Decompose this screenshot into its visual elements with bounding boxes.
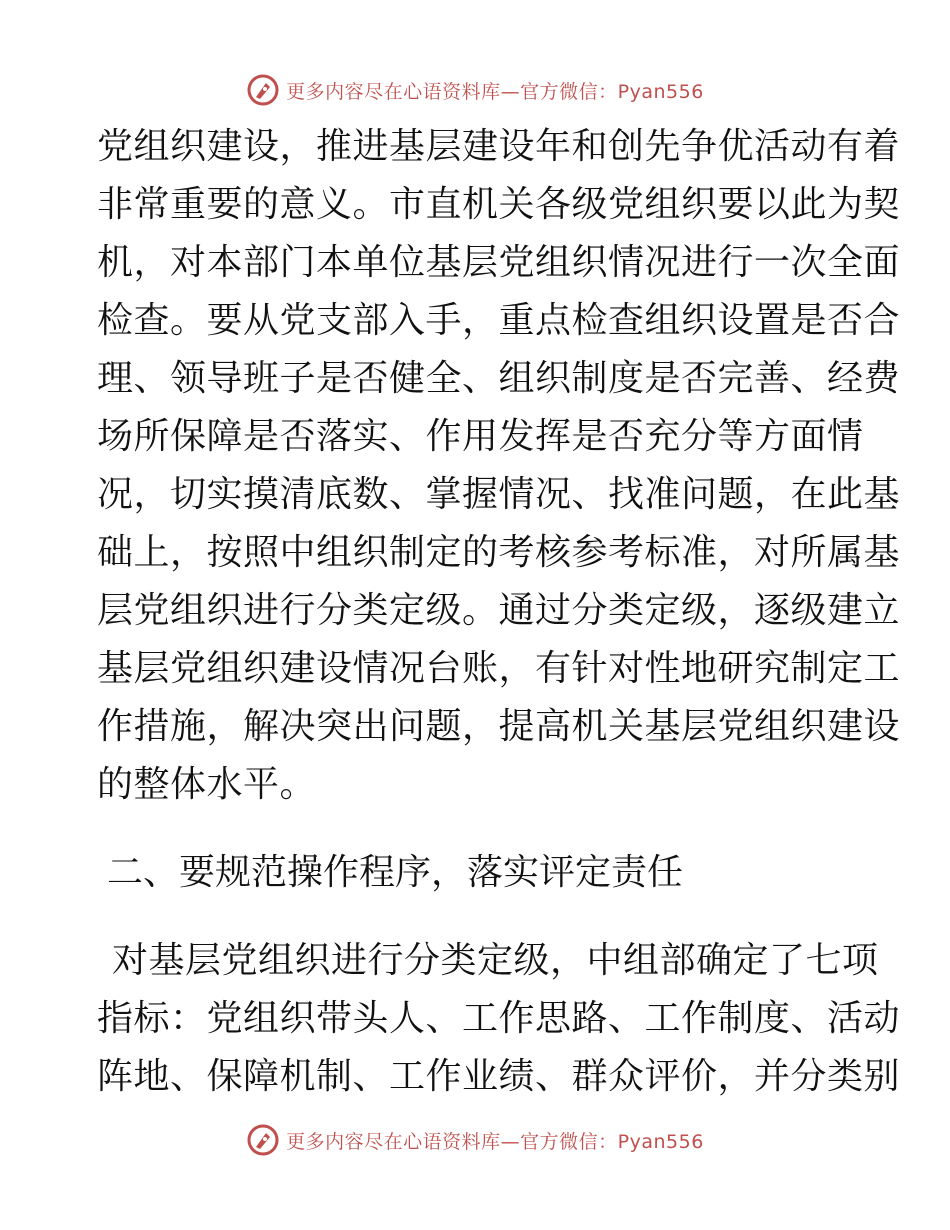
section-heading: 二、要规范操作程序，落实评定责任 — [107, 852, 684, 893]
pen-nib-logo-icon — [246, 1123, 280, 1157]
paragraph-line: 础上，按照中组织制定的考核参考标准，对所属基 — [97, 532, 901, 573]
paragraph-line: 阵地、保障机制、工作业绩、群众评价，并分类别 — [97, 1056, 901, 1097]
paragraph-line: 理、领导班子是否健全、组织制度是否完善、经费 — [97, 358, 901, 399]
paragraph-line: 场所保障是否落实、作用发挥是否充分等方面情 — [97, 416, 864, 457]
watermark-text: 更多内容尽在心语资料库—官方微信：Pyan556 — [286, 80, 704, 103]
watermark-text: 更多内容尽在心语资料库—官方微信：Pyan556 — [286, 1130, 704, 1153]
paragraph-line: 况，切实摸清底数、掌握情况、找准问题，在此基 — [97, 474, 901, 515]
paragraph-line: 层党组织进行分类定级。通过分类定级，逐级建立 — [97, 590, 901, 631]
header-watermark — [0, 70, 950, 110]
paragraph-line: 非常重要的意义。市直机关各级党组织要以此为契 — [97, 184, 901, 225]
document-body — [97, 118, 901, 1106]
paragraph-line: 党组织建设，推进基层建设年和创先争优活动有着 — [97, 126, 901, 167]
paragraph-line: 指标：党组织带头人、工作思路、工作制度、活动 — [97, 998, 901, 1039]
paragraph-line: 作措施，解决突出问题，提高机关基层党组织建设 — [97, 706, 901, 747]
paragraph-gap — [97, 902, 857, 932]
paragraph-line: 机，对本部门本单位基层党组织情况进行一次全面 — [97, 242, 901, 283]
paragraph-gap — [97, 814, 857, 844]
pen-nib-logo-icon — [246, 73, 280, 107]
paragraph-line: 对基层党组织进行分类定级，中组部确定了七项 — [112, 940, 879, 981]
paragraph-line: 的整体水平。 — [97, 764, 317, 805]
footer-watermark — [0, 1120, 950, 1160]
paragraph-line: 基层党组织建设情况台账，有针对性地研究制定工 — [97, 648, 901, 689]
paragraph-line: 检查。要从党支部入手，重点检查组织设置是否合 — [97, 300, 901, 341]
